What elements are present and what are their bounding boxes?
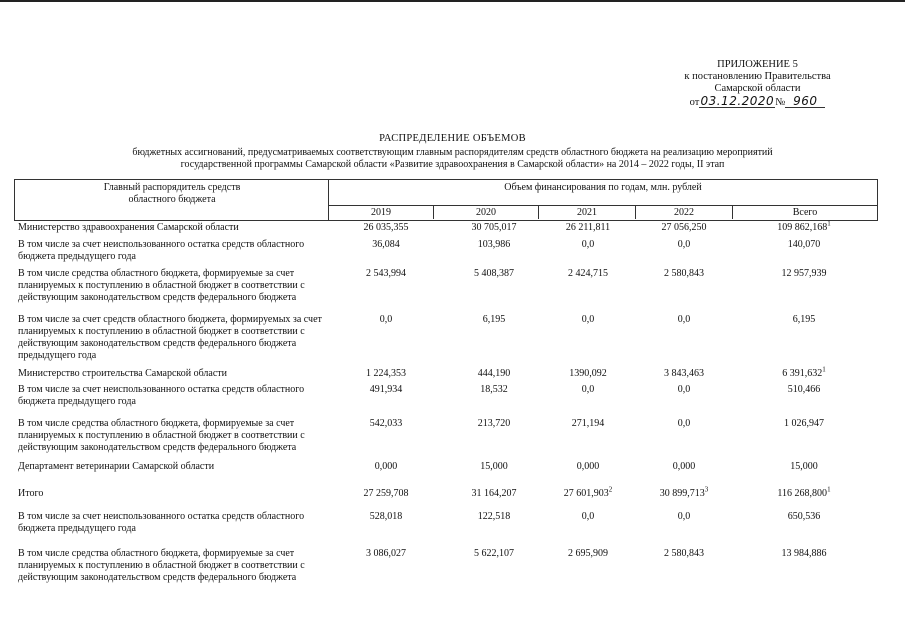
row-label: В том числе за счет неиспользованного остатка средств областного бюджета предыдущего года (18, 384, 305, 407)
row-value-2022 (636, 384, 732, 396)
row-value-2019 (338, 222, 434, 234)
cell-text: 26 035,355 (363, 222, 409, 233)
cell-text: 30 705,017 (471, 222, 517, 233)
row-total (732, 239, 876, 251)
decree-number-prefix: № (775, 97, 786, 108)
row-value-2021 (540, 485, 636, 500)
cell-text: 542,033 (369, 418, 403, 429)
cell-text: 27 601,903 (563, 488, 609, 499)
header-year-2022: 2022 (635, 206, 732, 219)
row-label: Департамент ветеринарии Самарской области (18, 461, 215, 472)
cell-text: 0,0 (677, 239, 691, 250)
header-year-2021: 2021 (538, 206, 635, 219)
row-label: В том числе средства областного бюджета, формируемые за счет планируемых к поступлению в областной бюджет в соответствии с действующим законодательством средств федерального бюджета (18, 418, 305, 453)
document-subtitle-line1: бюджетных ассигнований, предусматриваемых соответствующим главным распорядителям средств областного бюджета на реализацию мероприятий (132, 147, 773, 158)
table-header-funding (328, 179, 878, 221)
cell-text: 650,536 (787, 511, 821, 522)
row-value-2020 (442, 268, 546, 280)
header-year-2019: 2019 (371, 207, 391, 218)
row-total (732, 219, 876, 234)
cell-text: 109 862,168 (777, 222, 828, 233)
appendix-block (640, 59, 875, 109)
decree-from-prefix: от (689, 97, 700, 108)
row-value-2020 (442, 511, 546, 523)
cell-text: 0,0 (581, 314, 595, 325)
row-value-2019 (338, 461, 434, 473)
row-value-2020 (442, 222, 546, 234)
row-value-2019 (338, 548, 434, 560)
cell-text: 27 259,708 (363, 488, 409, 499)
cell-text: 15,000 (790, 461, 818, 472)
header-total: Всего (732, 206, 877, 219)
cell-text: 27 056,250 (661, 222, 707, 233)
cell-text: 31 164,207 (471, 488, 517, 499)
row-value-2020 (442, 384, 546, 396)
cell-text: 12 957,939 (781, 268, 827, 279)
row-value-2020 (442, 418, 546, 430)
row-value-2022 (636, 548, 732, 560)
appendix-title: ПРИЛОЖЕНИЕ 5 (717, 59, 798, 70)
cell-text: 2 580,843 (664, 268, 704, 279)
appendix-line1: к постановлению Правительства (684, 71, 831, 82)
cell-text: 271,194 (571, 418, 605, 429)
row-value-2021 (540, 548, 636, 560)
cell-text: 0,0 (379, 314, 393, 325)
appendix-line2: Самарской области (714, 83, 801, 94)
cell-text: 26 211,811 (565, 222, 611, 233)
row-value-2019 (338, 368, 434, 380)
row-value-2021 (540, 461, 636, 473)
row-total (732, 384, 876, 396)
document-subtitle (40, 147, 865, 171)
row-label: В том числе за счет средств областного бюджета, формируемых за счет планируемых к поступлению в областной бюджет в соответствии с действующим законодательством средств федерального бюджета предыдущего года (18, 314, 322, 361)
header-distributor-line1: Главный распорядитель средств (103, 182, 241, 193)
row-total (732, 548, 876, 560)
cell-text: 0,0 (581, 384, 595, 395)
footnote-mark: 1 (827, 219, 831, 228)
cell-text: 116 268,800 (777, 488, 828, 499)
row-value-2019 (338, 314, 434, 326)
cell-text: 6,195 (792, 314, 816, 325)
row-value-2022 (636, 461, 732, 473)
row-value-2022 (636, 368, 732, 380)
cell-text: 5 622,107 (474, 548, 514, 559)
cell-text: 0,0 (581, 511, 595, 522)
row-label: В том числе средства областного бюджета, формируемые за счет планируемых к поступлению в областной бюджет в соответствии с действующим законодательством средств федерального бюджета (18, 268, 305, 303)
cell-text: 444,190 (477, 368, 511, 379)
cell-text: 0,0 (677, 418, 691, 429)
row-value-2020 (442, 368, 546, 380)
row-value-2022 (636, 268, 732, 280)
row-value-2022 (636, 511, 732, 523)
cell-text: 1390,092 (569, 368, 607, 379)
row-value-2022 (636, 222, 732, 234)
row-value-2019 (338, 488, 434, 500)
header-funding-title: Объем финансирования по годам, млн. рублей (329, 180, 877, 206)
header-years-row (329, 206, 877, 219)
row-value-2019 (338, 418, 434, 430)
row-value-2020 (442, 239, 546, 251)
cell-text: 0,0 (677, 384, 691, 395)
row-total (732, 268, 876, 280)
footnote-mark: 2 (608, 485, 613, 494)
row-total (732, 418, 876, 430)
row-value-2021 (540, 222, 636, 234)
cell-text: 3 843,463 (664, 368, 704, 379)
row-value-2020 (442, 488, 546, 500)
row-value-2021 (540, 368, 636, 380)
row-total (732, 314, 876, 326)
row-label: В том числе за счет неиспользованного остатка средств областного бюджета предыдущего года (18, 511, 305, 534)
document-title: РАСПРЕДЕЛЕНИЕ ОБЪЕМОВ (379, 133, 526, 144)
cell-text: 1 224,353 (366, 368, 406, 379)
document-subtitle-line2: государственной программы Самарской области «Развитие здравоохранения в Самарской области» на 2014 – 2022 годы, II этап (180, 159, 725, 170)
row-label: Министерство здравоохранения Самарской области (18, 222, 239, 233)
row-value-2020 (442, 314, 546, 326)
row-value-2022 (636, 314, 732, 326)
header-distributor-line2: областного бюджета (128, 194, 216, 205)
row-label: В том числе средства областного бюджета, формируемые за счет планируемых к поступлению в областной бюджет в соответствии с действующим законодательством средств федерального бюджета (18, 548, 305, 583)
row-label: В том числе за счет неиспользованного остатка средств областного бюджета предыдущего года (18, 239, 305, 262)
row-value-2021 (540, 268, 636, 280)
row-value-2021 (540, 384, 636, 396)
cell-text: 0,0 (581, 239, 595, 250)
decree-number: 960 (785, 95, 825, 108)
cell-text: 491,934 (369, 384, 403, 395)
cell-text: 213,720 (477, 418, 511, 429)
row-value-2020 (442, 548, 546, 560)
page-top-border (0, 0, 905, 2)
row-total (732, 511, 876, 523)
row-value-2022 (636, 239, 732, 251)
row-label: Министерство строительства Самарской области (18, 368, 228, 379)
cell-text: 0,0 (677, 511, 691, 522)
cell-text: 2 580,843 (664, 548, 704, 559)
row-label: Итого (18, 488, 44, 499)
cell-text: 0,000 (672, 461, 696, 472)
row-value-2019 (338, 239, 434, 251)
cell-text: 6 391,632 (782, 368, 823, 379)
footnote-mark: 1 (822, 365, 826, 374)
cell-text: 510,466 (787, 384, 821, 395)
cell-text: 18,532 (480, 384, 508, 395)
row-value-2021 (540, 239, 636, 251)
row-total (732, 461, 876, 473)
row-value-2019 (338, 511, 434, 523)
row-value-2022 (636, 418, 732, 430)
header-year-2020: 2020 (433, 206, 538, 219)
cell-text: 3 086,027 (366, 548, 406, 559)
cell-text: 1 026,947 (784, 418, 824, 429)
cell-text: 0,0 (677, 314, 691, 325)
row-value-2021 (540, 314, 636, 326)
decree-line (640, 95, 875, 109)
cell-text: 5 408,387 (474, 268, 514, 279)
cell-text: 103,986 (477, 239, 511, 250)
cell-text: 2 695,909 (568, 548, 608, 559)
cell-text: 122,518 (477, 511, 511, 522)
row-total (732, 485, 876, 500)
cell-text: 30 899,713 (659, 488, 705, 499)
cell-text: 0,000 (576, 461, 600, 472)
footnote-mark: 3 (704, 485, 709, 494)
table-header-distributor (14, 179, 329, 221)
cell-text: 2 424,715 (568, 268, 608, 279)
row-value-2021 (540, 418, 636, 430)
cell-text: 0,000 (374, 461, 398, 472)
footnote-mark: 1 (827, 485, 831, 494)
cell-text: 36,084 (372, 239, 400, 250)
row-value-2019 (338, 268, 434, 280)
row-total (732, 365, 876, 380)
row-value-2021 (540, 511, 636, 523)
decree-date: 03.12.2020 (700, 94, 775, 108)
cell-text: 528,018 (369, 511, 403, 522)
cell-text: 15,000 (480, 461, 508, 472)
row-value-2019 (338, 384, 434, 396)
row-value-2020 (442, 461, 546, 473)
cell-text: 140,070 (787, 239, 821, 250)
row-value-2022 (636, 485, 732, 500)
cell-text: 6,195 (482, 314, 506, 325)
cell-text: 13 984,886 (781, 548, 827, 559)
cell-text: 2 543,994 (366, 268, 406, 279)
